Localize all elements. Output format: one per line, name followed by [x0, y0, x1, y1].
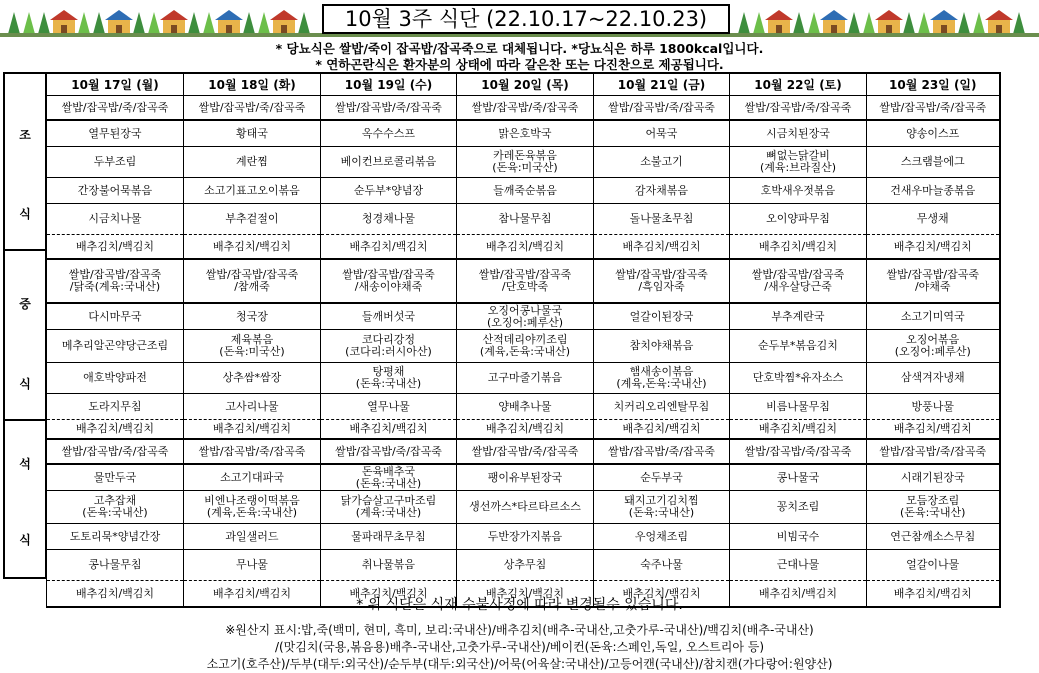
menu-cell: 카레돈육볶음 (돈육:미국산) [457, 147, 594, 178]
menu-cell: 열무된장국 [47, 120, 184, 147]
house-icon [988, 20, 1010, 34]
menu-row-lunch [47, 259, 1000, 303]
menu-cell: 청국장 [184, 303, 321, 330]
menu-cell: 삼색겨자냉채 [867, 363, 1000, 394]
menu-cell: 소고기미역국 [867, 303, 1000, 330]
meal-label-char: 조 [19, 128, 31, 142]
menu-cell: 배추김치/백김치 [457, 581, 594, 608]
menu-cell: 참치야채볶음 [594, 330, 730, 363]
tree-icon [753, 12, 765, 34]
tree-icon [958, 12, 970, 34]
menu-cell: 양송이스프 [867, 120, 1000, 147]
menu-cell: 쌀밥/잡곡밥/죽/잡곡죽 [47, 439, 184, 464]
menu-cell: 근대나물 [730, 550, 867, 581]
menu-cell: 고구마줄기볶음 [457, 363, 594, 394]
menu-cell: 쌀밥/잡곡밥/잡곡죽 /참깨죽 [184, 259, 321, 303]
tree-icon [918, 12, 930, 34]
menu-cell: 옥수수스프 [321, 120, 457, 147]
day-header: 10월 21일 (금) [594, 73, 730, 96]
tree-icon [903, 12, 915, 34]
menu-cell: 부추계란국 [730, 303, 867, 330]
tree-icon [93, 12, 105, 34]
tree-icon [738, 12, 750, 34]
tree-icon [863, 12, 875, 34]
meal-label-char: 식 [19, 207, 31, 221]
menu-cell: 물파래무초무침 [321, 524, 457, 550]
menu-cell: 쌀밥/잡곡밥/잡곡죽 /단호박죽 [457, 259, 594, 303]
meal-label-char: 식 [19, 377, 31, 391]
menu-cell: 쌀밥/잡곡밥/잡곡죽 /흑임자죽 [594, 259, 730, 303]
menu-cell: 배추김치/백김치 [184, 420, 321, 440]
house-icon [273, 20, 295, 34]
menu-cell: 오징어콩나물국 (오징어:페루산) [457, 303, 594, 330]
menu-row-dinner [47, 491, 1000, 524]
tree-icon [148, 12, 160, 34]
menu-cell: 순두부*볶음김치 [730, 330, 867, 363]
menu-cell: 배추김치/백김치 [867, 235, 1000, 260]
tree-icon [793, 12, 805, 34]
menu-cell: 배추김치/백김치 [457, 420, 594, 440]
house-icon [218, 20, 240, 34]
menu-row-breakfast [47, 96, 1000, 121]
menu-cell: 제육볶음 (돈육:미국산) [184, 330, 321, 363]
menu-cell: 간장불어묵볶음 [47, 178, 184, 204]
day-header: 10월 23일 (일) [867, 73, 1000, 96]
menu-cell: 상추무침 [457, 550, 594, 581]
menu-cell: 배추김치/백김치 [47, 235, 184, 260]
menu-cell: 배추김치/백김치 [321, 235, 457, 260]
menu-cell: 단호박찜*유자소스 [730, 363, 867, 394]
menu-cell: 쌀밥/잡곡밥/죽/잡곡죽 [321, 439, 457, 464]
menu-cell: 탕평채 (돈육:국내산) [321, 363, 457, 394]
menu-cell: 배추김치/백김치 [321, 420, 457, 440]
menu-cell: 방풍나물 [867, 394, 1000, 420]
tree-icon [188, 12, 200, 34]
tree-icon [23, 12, 35, 34]
menu-cell: 무나물 [184, 550, 321, 581]
menu-cell: 과일샐러드 [184, 524, 321, 550]
meal-label-dinner [3, 419, 46, 579]
menu-row-dinner [47, 524, 1000, 550]
menu-cell: 배추김치/백김치 [184, 581, 321, 608]
tree-icon [78, 12, 90, 34]
menu-cell: 소불고기 [594, 147, 730, 178]
menu-cell: 무생채 [867, 204, 1000, 235]
menu-row-breakfast [47, 204, 1000, 235]
menu-cell: 베이컨브로콜리볶음 [321, 147, 457, 178]
meal-label-char: 중 [19, 297, 31, 311]
menu-cell: 청경채나물 [321, 204, 457, 235]
menu-cell: 어묵국 [594, 120, 730, 147]
tree-icon [808, 12, 820, 34]
menu-cell: 배추김치/백김치 [321, 581, 457, 608]
menu-cell: 메추리알곤약당근조림 [47, 330, 184, 363]
menu-cell: 얼갈이나물 [867, 550, 1000, 581]
menu-cell: 쌀밥/잡곡밥/죽/잡곡죽 [184, 439, 321, 464]
menu-cell: 맑은호박국 [457, 120, 594, 147]
tree-icon [1013, 12, 1025, 34]
menu-cell: 팽이유부된장국 [457, 464, 594, 491]
menu-row-dinner [47, 464, 1000, 491]
menu-cell: 돼지고기김치찜 (돈육:국내산) [594, 491, 730, 524]
menu-row-dinner [47, 439, 1000, 464]
menu-cell: 쌀밥/잡곡밥/잡곡죽 /야채죽 [867, 259, 1000, 303]
meal-label-char: 석 [19, 457, 31, 471]
menu-cell: 고추잡채 (돈육:국내산) [47, 491, 184, 524]
menu-cell: 우엉채조림 [594, 524, 730, 550]
menu-cell: 배추김치/백김치 [457, 235, 594, 260]
tree-icon [243, 12, 255, 34]
notice-dysphagia: * 연하곤란식은 환자분의 상태에 따라 갈은찬 또는 다진찬으로 제공됩니다. [315, 57, 724, 72]
footer-origin-line: 소고기(호주산)/두부(대두:외국산)/순두부(대두:외국산)/어묵(어육살:국내산)/고등어캔(국내산)/참치캔(가다랑어:원양산) [206, 657, 833, 671]
menu-cell: 쌀밥/잡곡밥/죽/잡곡죽 [321, 96, 457, 121]
menu-cell: 돈육배추국 (돈육:국내산) [321, 464, 457, 491]
menu-cell: 쌀밥/잡곡밥/잡곡죽 /닭죽(계육:국내산) [47, 259, 184, 303]
menu-cell: 다시마무국 [47, 303, 184, 330]
menu-cell: 양배추나물 [457, 394, 594, 420]
menu-cell: 두부조림 [47, 147, 184, 178]
menu-cell: 비엔나조랭이떡볶음 (계육,돈육:국내산) [184, 491, 321, 524]
menu-row-lunch [47, 303, 1000, 330]
menu-cell: 들깨버섯국 [321, 303, 457, 330]
menu-cell: 쌀밥/잡곡밥/죽/잡곡죽 [47, 96, 184, 121]
menu-cell: 얼갈이된장국 [594, 303, 730, 330]
menu-row-lunch [47, 420, 1000, 440]
weekly-menu-table [46, 72, 1001, 608]
menu-cell: 쌀밥/잡곡밥/잡곡죽 /새송이야채죽 [321, 259, 457, 303]
menu-cell: 쌀밥/잡곡밥/죽/잡곡죽 [867, 96, 1000, 121]
day-header: 10월 19일 (수) [321, 73, 457, 96]
day-header: 10월 22일 (토) [730, 73, 867, 96]
menu-cell: 배추김치/백김치 [47, 420, 184, 440]
menu-cell: 배추김치/백김치 [867, 420, 1000, 440]
menu-cell: 오징어볶음 (오징어:페루산) [867, 330, 1000, 363]
menu-cell: 시금치나물 [47, 204, 184, 235]
house-icon [768, 20, 790, 34]
menu-cell: 참나물무침 [457, 204, 594, 235]
house-icon [933, 20, 955, 34]
menu-cell: 취나물볶음 [321, 550, 457, 581]
menu-cell: 배추김치/백김치 [730, 420, 867, 440]
tree-icon [973, 12, 985, 34]
menu-cell: 배추김치/백김치 [594, 420, 730, 440]
menu-cell: 비름나물무침 [730, 394, 867, 420]
menu-row-dinner [47, 550, 1000, 581]
house-icon [878, 20, 900, 34]
menu-cell: 고사리나물 [184, 394, 321, 420]
menu-cell: 배추김치/백김치 [867, 581, 1000, 608]
menu-cell: 순두부*양념장 [321, 178, 457, 204]
menu-cell: 콩나물국 [730, 464, 867, 491]
menu-cell: 코다리강정 (코다리:러시아산) [321, 330, 457, 363]
menu-cell: 쌀밥/잡곡밥/죽/잡곡죽 [184, 96, 321, 121]
menu-cell: 계란찜 [184, 147, 321, 178]
menu-cell: 애호박양파전 [47, 363, 184, 394]
menu-cell: 도라지무침 [47, 394, 184, 420]
tree-icon [8, 12, 20, 34]
menu-cell: 치커리오리엔탈무침 [594, 394, 730, 420]
menu-cell: 쌀밥/잡곡밥/죽/잡곡죽 [594, 439, 730, 464]
menu-cell: 시금치된장국 [730, 120, 867, 147]
menu-cell: 시래기된장국 [867, 464, 1000, 491]
tree-icon [133, 12, 145, 34]
menu-cell: 배추김치/백김치 [594, 581, 730, 608]
menu-row-breakfast [47, 235, 1000, 260]
footer-origin-line: ※원산지 표시:밥,죽(백미, 현미, 흑미, 보리:국내산)/배추김치(배추-국내산,고춧가루-국내산)/백김치(배추-국내산) [225, 623, 814, 637]
menu-cell: 햄새송이볶음 (계육,돈육:국내산) [594, 363, 730, 394]
day-header: 10월 20일 (목) [457, 73, 594, 96]
menu-cell: 오이양파무침 [730, 204, 867, 235]
menu-row-breakfast [47, 147, 1000, 178]
menu-cell: 뼈없는닭갈비 (계육:브라질산) [730, 147, 867, 178]
menu-cell: 배추김치/백김치 [47, 581, 184, 608]
menu-row-breakfast [47, 120, 1000, 147]
menu-row-lunch [47, 394, 1000, 420]
menu-cell: 생선까스*타르타르소스 [457, 491, 594, 524]
day-header-row [47, 73, 1000, 96]
tree-icon [848, 12, 860, 34]
menu-cell: 비빔국수 [730, 524, 867, 550]
menu-cell: 돌나물초무침 [594, 204, 730, 235]
menu-cell: 연근참깨소스무침 [867, 524, 1000, 550]
village-decoration-right [738, 4, 1025, 34]
meal-label-breakfast [3, 72, 46, 251]
tree-icon [298, 12, 310, 34]
meal-label-char: 식 [19, 533, 31, 547]
menu-cell: 황태국 [184, 120, 321, 147]
menu-cell: 소고기대파국 [184, 464, 321, 491]
menu-cell: 꽁치조림 [730, 491, 867, 524]
menu-cell: 열무나물 [321, 394, 457, 420]
menu-cell: 배추김치/백김치 [184, 235, 321, 260]
house-icon [108, 20, 130, 34]
menu-cell: 쌀밥/잡곡밥/죽/잡곡죽 [730, 96, 867, 121]
menu-row-breakfast [47, 178, 1000, 204]
menu-cell: 배추김치/백김치 [594, 235, 730, 260]
menu-cell: 상추쌈*쌈장 [184, 363, 321, 394]
tree-icon [38, 12, 50, 34]
menu-cell: 순두부국 [594, 464, 730, 491]
menu-cell: 감자채볶음 [594, 178, 730, 204]
menu-cell: 두반장가지볶음 [457, 524, 594, 550]
footer-change-note: * 위 식단은 식재 수불사정에 따라 변경될수 있습니다. [356, 597, 683, 613]
menu-cell: 호박새우젓볶음 [730, 178, 867, 204]
menu-row-lunch [47, 363, 1000, 394]
menu-cell: 부추겉절이 [184, 204, 321, 235]
notice-diabetic: * 당뇨식은 쌀밥/죽이 잡곡밥/잡곡죽으로 대체됩니다. *당뇨식은 하루 1800kcal입니다. [275, 41, 764, 56]
house-icon [163, 20, 185, 34]
menu-cell: 도토리묵*양념간장 [47, 524, 184, 550]
menu-row-lunch [47, 330, 1000, 363]
menu-cell: 쌀밥/잡곡밥/잡곡죽 /새우살당근죽 [730, 259, 867, 303]
page-title: 10월 3주 식단 (22.10.17~22.10.23) [322, 4, 730, 34]
tree-icon [258, 12, 270, 34]
footer-origin-line: /(맛김치(국용,볶음용)배추-국내산,고춧가루-국내산)/베이컨(돈육:스페인,독일, 오스트리아 등) [274, 640, 765, 654]
menu-cell: 모듬장조림 (돈육:국내산) [867, 491, 1000, 524]
house-icon [823, 20, 845, 34]
menu-cell: 쌀밥/잡곡밥/죽/잡곡죽 [594, 96, 730, 121]
menu-cell: 소고기표고오이볶음 [184, 178, 321, 204]
menu-cell: 들깨죽순볶음 [457, 178, 594, 204]
day-header: 10월 17일 (월) [47, 73, 184, 96]
day-header: 10월 18일 (화) [184, 73, 321, 96]
menu-cell: 배추김치/백김치 [730, 235, 867, 260]
menu-cell: 쌀밥/잡곡밥/죽/잡곡죽 [457, 439, 594, 464]
menu-cell: 산적데리야끼조림 (계육,돈육:국내산) [457, 330, 594, 363]
menu-cell: 건새우마늘종볶음 [867, 178, 1000, 204]
meal-label-lunch [3, 249, 46, 421]
menu-cell: 쌀밥/잡곡밥/죽/잡곡죽 [457, 96, 594, 121]
menu-cell: 물만두국 [47, 464, 184, 491]
menu-cell: 닭가슴살고구마조림 (계육:국내산) [321, 491, 457, 524]
menu-cell: 쌀밥/잡곡밥/죽/잡곡죽 [730, 439, 867, 464]
village-decoration-left [8, 4, 310, 34]
menu-cell: 스크램블에그 [867, 147, 1000, 178]
house-icon [53, 20, 75, 34]
menu-cell: 배추김치/백김치 [730, 581, 867, 608]
tree-icon [203, 12, 215, 34]
menu-cell: 콩나물무침 [47, 550, 184, 581]
menu-cell: 숙주나물 [594, 550, 730, 581]
menu-cell: 쌀밥/잡곡밥/죽/잡곡죽 [867, 439, 1000, 464]
